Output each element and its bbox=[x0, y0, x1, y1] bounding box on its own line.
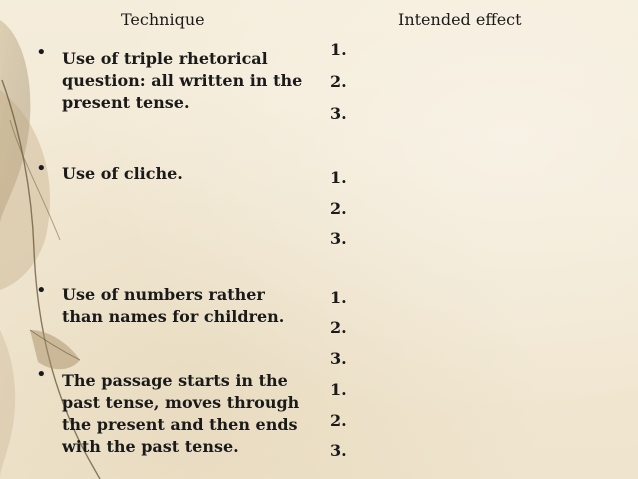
technique-line: Use of triple rhetorical bbox=[62, 49, 268, 68]
technique-item-rhetorical-question bbox=[62, 48, 312, 114]
bullet-icon: • bbox=[36, 42, 47, 63]
bullet-icon: • bbox=[36, 280, 47, 301]
effect-number: 2. bbox=[330, 318, 347, 337]
bullet-icon: • bbox=[36, 364, 47, 385]
effect-number: 2. bbox=[330, 411, 347, 430]
effect-number: 3. bbox=[330, 441, 347, 460]
technique-line: The passage starts in the bbox=[62, 371, 288, 390]
effect-number: 1. bbox=[330, 380, 347, 399]
effect-number: 2. bbox=[330, 72, 347, 91]
technique-line: the present and then ends bbox=[62, 415, 298, 434]
technique-line: Use of cliche. bbox=[62, 164, 183, 183]
effect-number: 3. bbox=[330, 104, 347, 123]
technique-item-cliche bbox=[62, 163, 312, 185]
technique-line: Use of numbers rather bbox=[62, 285, 265, 304]
bullet-icon: • bbox=[36, 158, 47, 179]
effect-number: 1. bbox=[330, 288, 347, 307]
technique-header: Technique bbox=[121, 10, 205, 29]
technique-line: than names for children. bbox=[62, 307, 285, 326]
technique-item-tense bbox=[62, 370, 312, 458]
effect-number: 2. bbox=[330, 199, 347, 218]
effect-number: 1. bbox=[330, 40, 347, 59]
technique-line: question: all written in the bbox=[62, 71, 303, 90]
effect-number: 3. bbox=[330, 229, 347, 248]
technique-line: past tense, moves through bbox=[62, 393, 300, 412]
technique-item-numbers bbox=[62, 284, 312, 328]
effect-number: 1. bbox=[330, 168, 347, 187]
technique-line: with the past tense. bbox=[62, 437, 239, 456]
intended-effect-header: Intended effect bbox=[398, 10, 522, 29]
effect-number: 3. bbox=[330, 349, 347, 368]
technique-line: present tense. bbox=[62, 93, 190, 112]
